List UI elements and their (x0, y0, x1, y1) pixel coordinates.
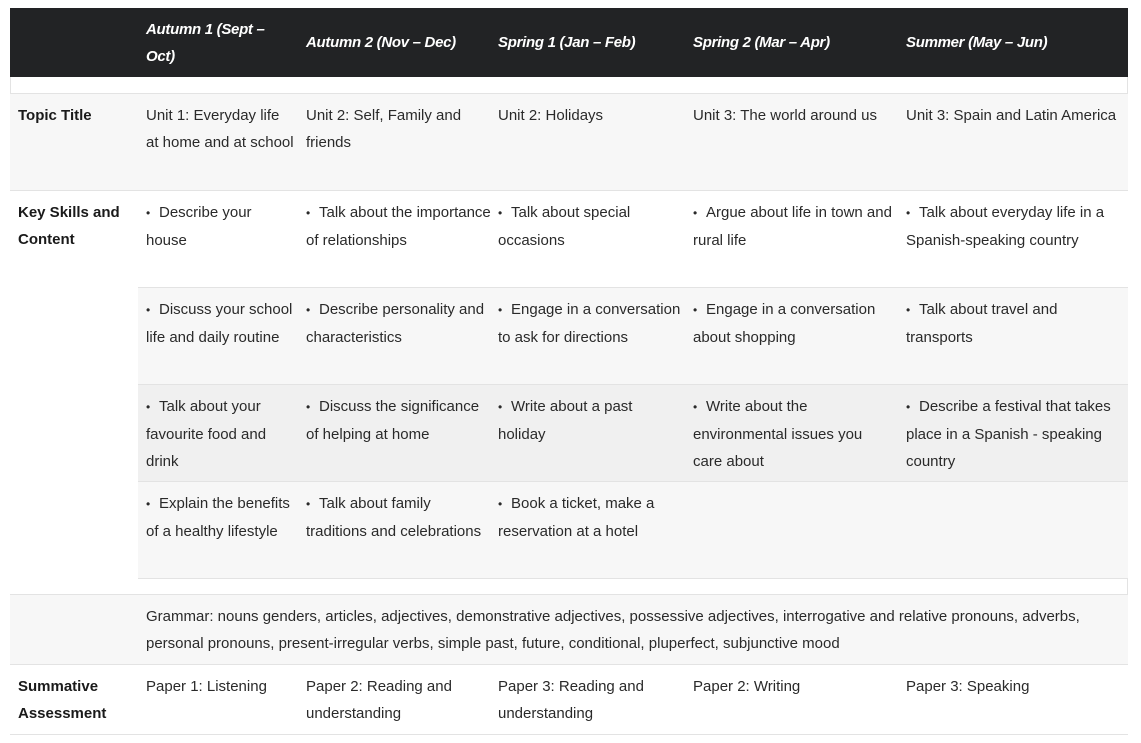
skill-item: • Write about the environmental issues you care about (693, 393, 893, 475)
header-autumn-1: Autumn 1 (Sept – Oct) (146, 21, 265, 65)
key-skills-label-cell (10, 190, 138, 594)
topic-title-row (10, 93, 1128, 191)
assessment-autumn-1: Paper 1: Listening (146, 678, 267, 695)
skill-item: • Describe personality and characteristics (306, 296, 491, 351)
skill-item: • Engage in a conversation about shopping (693, 296, 893, 351)
assessment-summer: Paper 3: Speaking (906, 678, 1030, 695)
skill-item: • Talk about family traditions and celebrations (306, 490, 491, 545)
skill-item: • Talk about special occasions (498, 199, 683, 254)
topic-autumn-2: Unit 2: Self, Family and friends (306, 107, 462, 151)
header-spring-2: Spring 2 (Mar – Apr) (693, 34, 830, 51)
skill-item: • Talk about everyday life in a Spanish-speaking country (906, 199, 1124, 254)
header-autumn-2: Autumn 2 (Nov – Dec) (306, 34, 456, 51)
skill-item: • Write about a past holiday (498, 393, 683, 448)
topic-spring-1: Unit 2: Holidays (498, 107, 604, 124)
skill-item: • Argue about life in town and rural life (693, 199, 893, 254)
table-header (10, 8, 1128, 77)
topic-autumn-1: Unit 1: Everyday life at home and at school (146, 107, 294, 151)
header-summer: Summer (May – Jun) (906, 34, 1048, 51)
skill-item: • Engage in a conversation to ask for directions (498, 296, 683, 351)
topic-title-label: Topic Title (18, 107, 92, 124)
skill-item: • Describe your house (146, 199, 296, 254)
summative-assessment-row (10, 664, 1128, 735)
skill-item: • Discuss your school life and daily routine (146, 296, 296, 351)
key-skills-label: Key Skills and Content (18, 204, 120, 248)
assessment-spring-1: Paper 3: Reading and understanding (498, 678, 644, 722)
topic-summer: Unit 3: Spain and Latin America (906, 107, 1117, 124)
skill-item: • Explain the benefits of a healthy lifestyle (146, 490, 296, 545)
assessment-spring-2: Paper 2: Writing (693, 678, 801, 695)
grammar-row (10, 594, 1128, 665)
summative-assessment-label: Summative Assessment (18, 678, 107, 722)
skill-item: • Talk about your favourite food and drink (146, 393, 296, 475)
skill-item: • Discuss the significance of helping at home (306, 393, 491, 448)
skills-row (138, 384, 1128, 482)
topic-spring-2: Unit 3: The world around us (693, 107, 877, 124)
skill-item: • Talk about travel and transports (906, 296, 1124, 351)
skills-row (138, 481, 1128, 579)
skills-row (138, 190, 1128, 288)
skill-item: • Describe a festival that takes place in a Spanish - speaking country (906, 393, 1124, 475)
grammar-text: Grammar: nouns genders, articles, adjectives, demonstrative adjectives, possessive adjectives, interrogative and relative pronouns, adverbs, personal pronouns, present-irregular verbs, simple past, future, conditional, pluperfect, subjunctive mood (146, 608, 1080, 652)
skills-row (138, 287, 1128, 385)
assessment-autumn-2: Paper 2: Reading and understanding (306, 678, 452, 722)
header-spring-1: Spring 1 (Jan – Feb) (498, 34, 636, 51)
skill-item: • Talk about the importance of relationships (306, 199, 491, 254)
skill-item: • Book a ticket, make a reservation at a hotel (498, 490, 683, 545)
